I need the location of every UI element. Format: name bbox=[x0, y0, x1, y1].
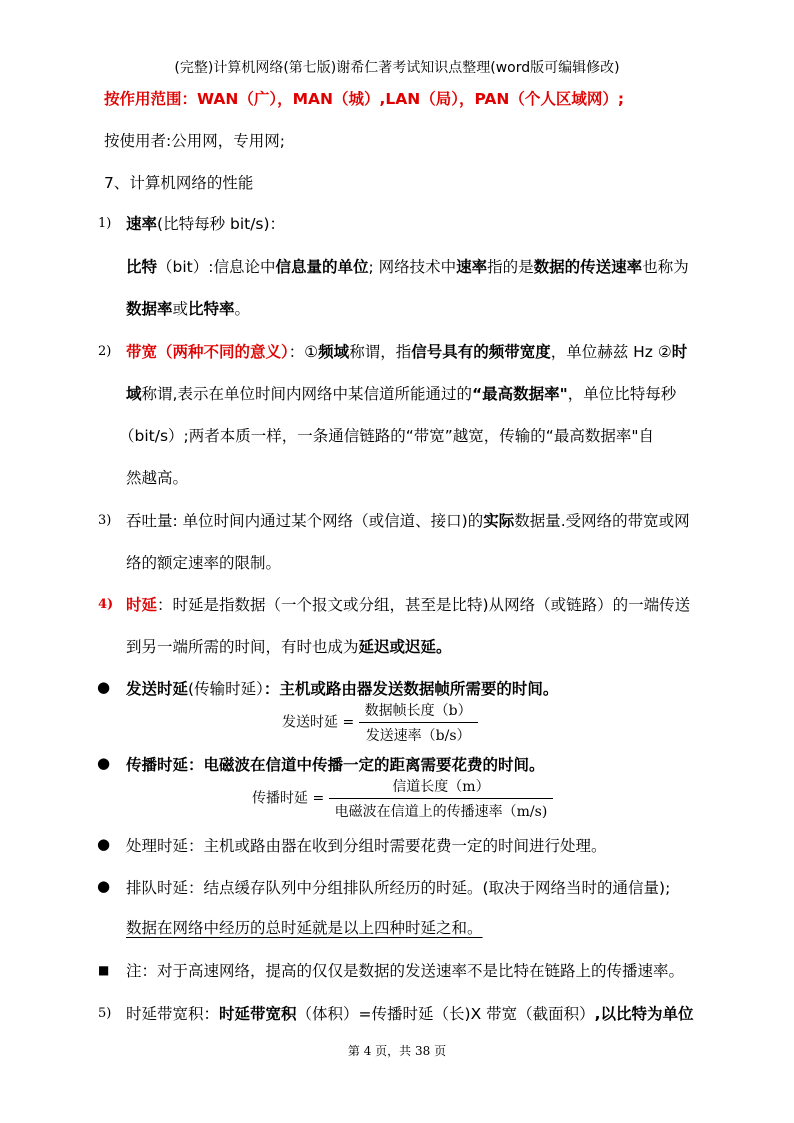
text-span: ; 网络技术中 bbox=[368, 258, 457, 276]
bold-span: 时延带宽积 bbox=[219, 1005, 297, 1023]
bold-span: “最高数据率" bbox=[471, 385, 568, 403]
bandwidth-line-4: 然越高。 bbox=[126, 469, 189, 487]
send-delay-formula bbox=[282, 700, 478, 745]
formula-lhs: 发送时延 = bbox=[282, 714, 355, 731]
propagation-delay-line: 传播时延：电磁波在信道中传播一定的距离需要花费的时间。 bbox=[126, 756, 545, 774]
text-span: ，单位比特每秒 bbox=[567, 385, 677, 403]
bullet-icon: ● bbox=[97, 835, 111, 853]
page-footer: 第 4 页，共 38 页 bbox=[347, 1044, 447, 1058]
item-number-5: 5) bbox=[98, 1006, 112, 1021]
bandwidth-line-3: （bit/s）;两者本质一样，一条通信链路的“带宽”越宽，传输的“最高数据率"自 bbox=[119, 427, 654, 445]
item-number-3: 3) bbox=[98, 513, 112, 528]
bullet-icon: ● bbox=[97, 754, 111, 772]
formula-denominator: 发送速率（b/s） bbox=[365, 728, 471, 744]
delay-line-1 bbox=[126, 594, 690, 616]
formula-numerator: 信道长度（m） bbox=[329, 776, 554, 799]
scope-line: 按作用范围：WAN（广），MAN（城）,LAN（局），PAN（个人区域网）; bbox=[104, 90, 625, 108]
speed-unit: (比特每秒 bit/s)： bbox=[157, 215, 286, 233]
bold-span: 频域 bbox=[318, 343, 350, 361]
text-span: 吞吐量: 单位时间内通过某个网络（或信道、接口)的 bbox=[126, 512, 484, 530]
throughput-line-1 bbox=[126, 510, 690, 532]
square-bullet-icon: ■ bbox=[98, 963, 110, 977]
user-line: 按使用者:公用网，专用网; bbox=[104, 132, 285, 150]
text-span: 数据量.受网络的带宽或网 bbox=[514, 512, 690, 530]
text-span: ：时延是指数据（一个报文或分组，甚至是比特)从网络（或链路）的一端传送 bbox=[157, 596, 691, 614]
text-span: ，单位赫兹 Hz ② bbox=[550, 343, 672, 361]
delay-term: 时延 bbox=[126, 596, 158, 614]
bold-span: 域 bbox=[126, 385, 142, 403]
bit-term: 比特 bbox=[126, 258, 158, 276]
bullet-icon: ● bbox=[97, 678, 111, 696]
bold-span: 速率 bbox=[456, 258, 488, 276]
text-span: 到另一端所需的时间，有时也成为 bbox=[126, 638, 359, 656]
queue-delay-line: 排队时延：结点缓存队列中分组排队所经历的时延。(取决于网络当时的通信量); bbox=[126, 879, 671, 897]
propagation-delay-formula bbox=[252, 776, 553, 821]
delay-line-2 bbox=[126, 636, 452, 658]
bit-line-1 bbox=[126, 256, 689, 278]
formula-fraction bbox=[359, 700, 478, 745]
bold-span: ,以比特为单位 bbox=[594, 1005, 694, 1023]
speed-term: 速率 bbox=[126, 215, 158, 233]
bold-span: 时 bbox=[671, 343, 688, 361]
bold-span: 信息量的单位 bbox=[275, 258, 369, 276]
bold-span: 实际 bbox=[483, 512, 515, 530]
text-span: 称谓，指 bbox=[349, 343, 412, 361]
text-span: 称谓,表示在单位时间内网络中某信道所能通过的 bbox=[141, 385, 472, 403]
total-delay-line: 数据在网络中经历的总时延就是以上四种时延之和。 bbox=[126, 919, 483, 937]
formula-numerator: 数据帧长度（b） bbox=[359, 700, 478, 723]
note-line: 注：对于高速网络，提高的仅仅是数据的发送速率不是比特在链路上的传播速率。 bbox=[126, 962, 685, 980]
text-span: ：① bbox=[288, 343, 319, 361]
bold-span: 延迟或迟延。 bbox=[358, 638, 452, 656]
throughput-line-2: 络的额定速率的限制。 bbox=[126, 554, 282, 572]
bandwidth-line-2 bbox=[126, 383, 676, 405]
bit-line-2 bbox=[126, 298, 250, 320]
speed-line bbox=[126, 213, 285, 235]
section-7-heading: 7、计算机网络的性能 bbox=[104, 174, 254, 192]
bold-span: ：主机或路由器发送数据帧所需要的时间。 bbox=[263, 680, 559, 698]
send-delay-line bbox=[126, 678, 558, 700]
bold-span: 信号具有的频带宽度 bbox=[411, 343, 551, 361]
formula-denominator: 电磁波在信道上的传播速率（m/s) bbox=[334, 804, 548, 820]
item-number-1: 1) bbox=[98, 216, 112, 231]
item-number-4: 4) bbox=[98, 597, 114, 612]
bold-span: 数据率 bbox=[126, 300, 173, 318]
formula-lhs: 传播时延 = bbox=[252, 790, 325, 807]
text-span: （体积）=传播时延（长)X 带宽（截面积） bbox=[296, 1005, 595, 1023]
item-number-2: 2) bbox=[98, 344, 112, 359]
text-span: (传输时延） bbox=[188, 680, 264, 698]
processing-delay-line: 处理时延：主机或路由器在收到分组时需要花费一定的时间进行处理。 bbox=[126, 837, 607, 855]
text-span: 也称为 bbox=[642, 258, 689, 276]
bold-span: 数据的传送速率 bbox=[533, 258, 643, 276]
formula-fraction bbox=[329, 776, 554, 821]
text-span: 指的是 bbox=[487, 258, 534, 276]
text-span: 时延带宽积： bbox=[126, 1005, 220, 1023]
text-span: 。 bbox=[234, 300, 251, 318]
bold-span: 比特率 bbox=[188, 300, 235, 318]
text-span: 或 bbox=[172, 300, 189, 318]
text-span: （bit）:信息论中 bbox=[157, 258, 276, 276]
bandwidth-line-1 bbox=[126, 341, 687, 363]
bold-span: 发送时延 bbox=[126, 680, 189, 698]
page-header: (完整)计算机网络(第七版)谢希仁著考试知识点整理(word版可编辑修改) bbox=[174, 60, 620, 76]
delay-bandwidth-line bbox=[126, 1003, 694, 1025]
bullet-icon: ● bbox=[97, 877, 111, 895]
bandwidth-title: 带宽（两种不同的意义） bbox=[126, 343, 289, 361]
